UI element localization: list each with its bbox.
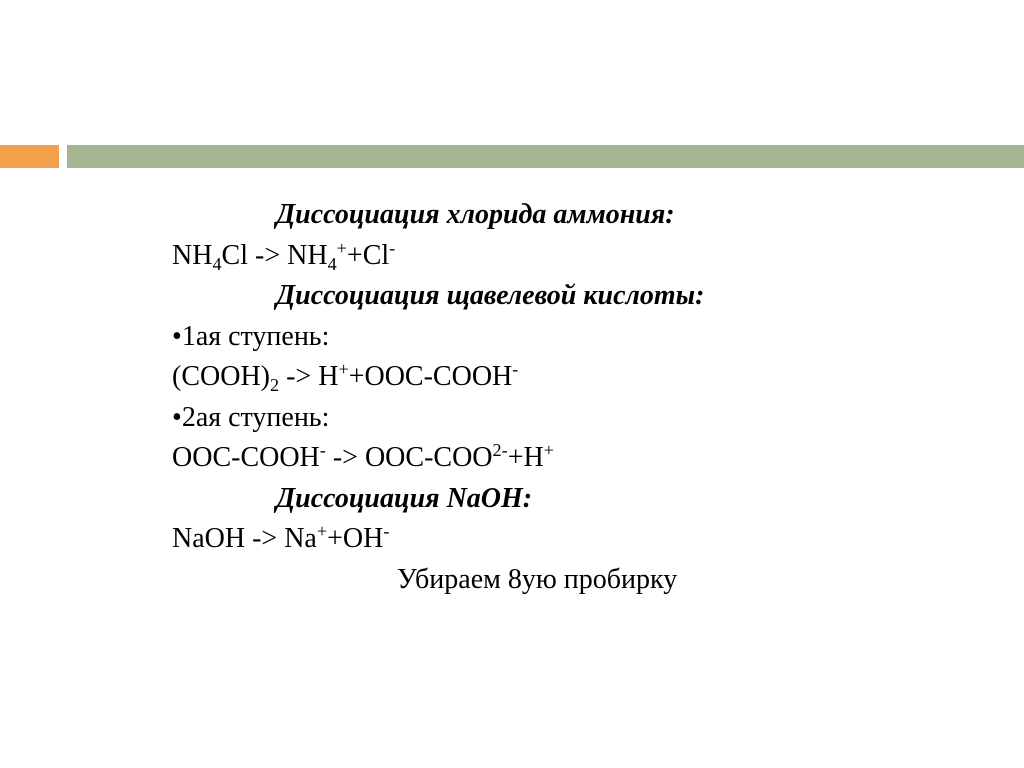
equation-oxalic-step-2 — [172, 438, 932, 479]
heading-oxalic-acid: Диссоциация щавелевой кислоты: — [276, 280, 705, 311]
heading-sodium-hydroxide: Диссоциация NaOH: — [276, 482, 533, 514]
eq-superscript: + — [316, 521, 328, 541]
eq-superscript: - — [512, 359, 519, 379]
eq-superscript: - — [383, 521, 390, 541]
eq-subscript: 2 — [270, 375, 280, 396]
step-2-label: 2ая ступень: — [181, 401, 330, 433]
eq-text: +OH — [327, 523, 384, 554]
eq-text: NH — [172, 239, 213, 271]
slide-body — [172, 195, 932, 600]
eq-superscript: - — [319, 440, 326, 460]
eq-text: OOC-COOH — [172, 442, 320, 473]
eq-text: +OOC-COOH — [348, 361, 513, 392]
eq-superscript: + — [336, 237, 347, 258]
accent-bar-orange — [0, 145, 59, 168]
eq-text: +Cl — [346, 239, 390, 271]
equation-sodium-hydroxide — [172, 519, 932, 560]
eq-text: Cl -> NH — [221, 239, 328, 271]
step-1-label: 1ая ступень: — [181, 320, 330, 352]
eq-text: +H — [507, 442, 544, 473]
eq-text: (COOH) — [172, 361, 270, 392]
eq-text: -> OOC-COO — [325, 442, 493, 473]
eq-text: NaOH -> Na — [172, 523, 317, 554]
closing-note: Убираем 8ую пробирку — [397, 563, 678, 595]
accent-bar-green — [67, 145, 1024, 168]
eq-superscript: 2- — [492, 440, 508, 460]
bullet-step-2 — [172, 398, 932, 439]
eq-superscript: + — [543, 440, 554, 460]
eq-subscript: 4 — [212, 253, 222, 274]
equation-oxalic-step-1 — [172, 357, 932, 398]
eq-superscript: + — [338, 359, 349, 379]
eq-text: -> H — [279, 361, 339, 392]
eq-subscript: 4 — [327, 253, 337, 274]
heading-ammonium-chloride: Диссоциация хлорида аммония: — [276, 199, 675, 230]
equation-ammonium-chloride — [172, 236, 932, 277]
eq-superscript: - — [389, 237, 396, 258]
bullet-step-1 — [172, 317, 932, 358]
